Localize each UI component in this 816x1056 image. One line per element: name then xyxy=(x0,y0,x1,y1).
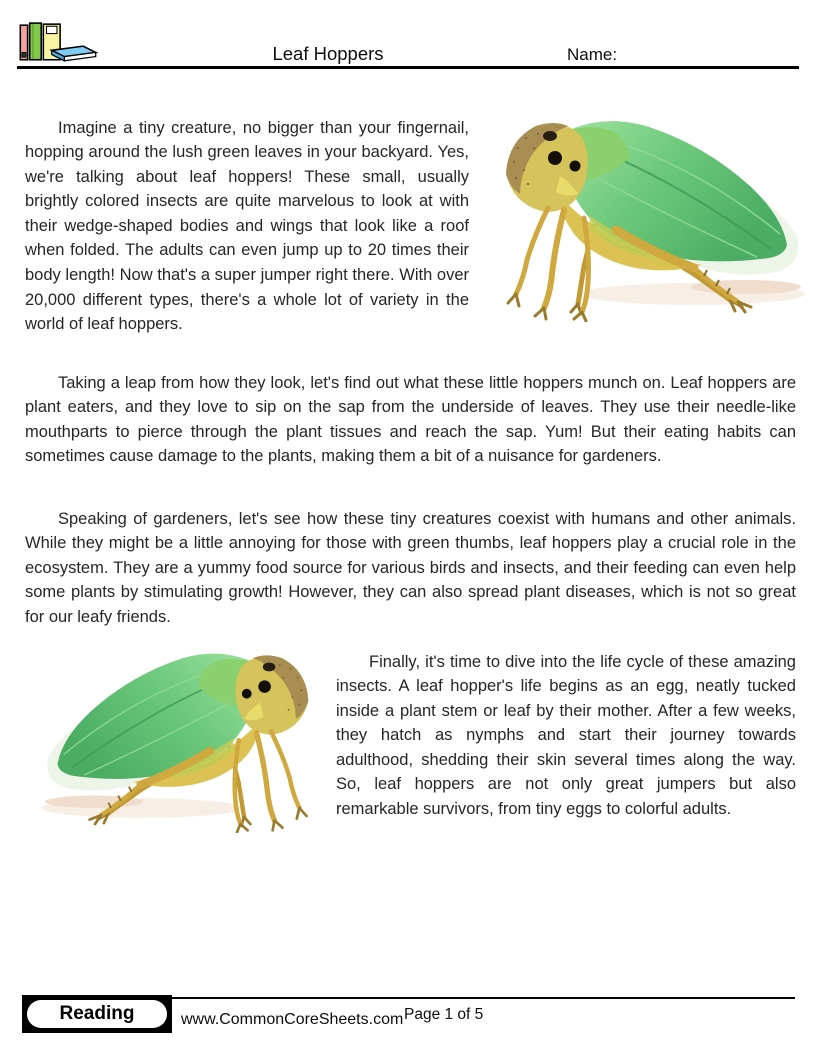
article-paragraph-3: Speaking of gardeners, let's see how these tiny creatures coexist with humans and other animals. While they might be a little annoying for those with green thumbs, leaf hoppers play a crucial role in the ecosystem. They are a yummy food source for various birds and insects, and their feeding can even help some plants by stimulating growth! However, they can also spread plant diseases, which is not so great for our leafy friends. xyxy=(25,509,796,626)
article-paragraph-4: Finally, it's time to dive into the life cycle of these amazing insects. A leaf hopper's life begins as an egg, neatly tucked inside a plant stem or leaf by their mother. After a few weeks, they hatch as nymphs and start their journey towards adulthood, shedding their skin several times along the way. So, leaf hoppers are not only great jumpers but also remarkable survivors, from tiny eggs to colorful adults. xyxy=(336,652,796,819)
website-text: www.CommonCoreSheets.com xyxy=(181,1011,404,1028)
leafhopper-photo-top-right xyxy=(498,98,806,322)
page-number: Page 1 of 5 xyxy=(404,1006,484,1023)
article-paragraph-2: Taking a leap from how they look, let's find out what these little hoppers munch on. Leaf hoppers are plant eaters, and they love to sip on the sap from the underside of leaves. They use their needle-like mouthparts to pierce through the plant tissues and reach the sap. Yum! But their eating habits can sometimes cause damage to the plants, making them a bit of a nuisance for gardeners. xyxy=(25,373,796,466)
page-title: Leaf Hoppers xyxy=(272,43,384,64)
category-badge xyxy=(22,995,172,1033)
header-rule xyxy=(17,66,799,69)
article-paragraph-1: Imagine a tiny creature, no bigger than your fingernail, hopping around the lush green leaves in your backyard. Yes, we're talking about leaf hoppers! These small, usually brightly colored insects are quite marvelous to look at with their wedge-shaped bodies and wings that look like a roof when folded. The adults can even jump up to 20 times their body length! Now that's a super jumper right there. With over 20,000 different types, there's a whole lot of variety in the world of leaf hoppers. xyxy=(25,118,469,334)
leafhopper-photo-bottom-left xyxy=(25,633,331,833)
category-badge-label: Reading xyxy=(27,1000,167,1028)
name-label: Name: xyxy=(567,45,618,64)
stacked-books-icon xyxy=(14,22,102,64)
